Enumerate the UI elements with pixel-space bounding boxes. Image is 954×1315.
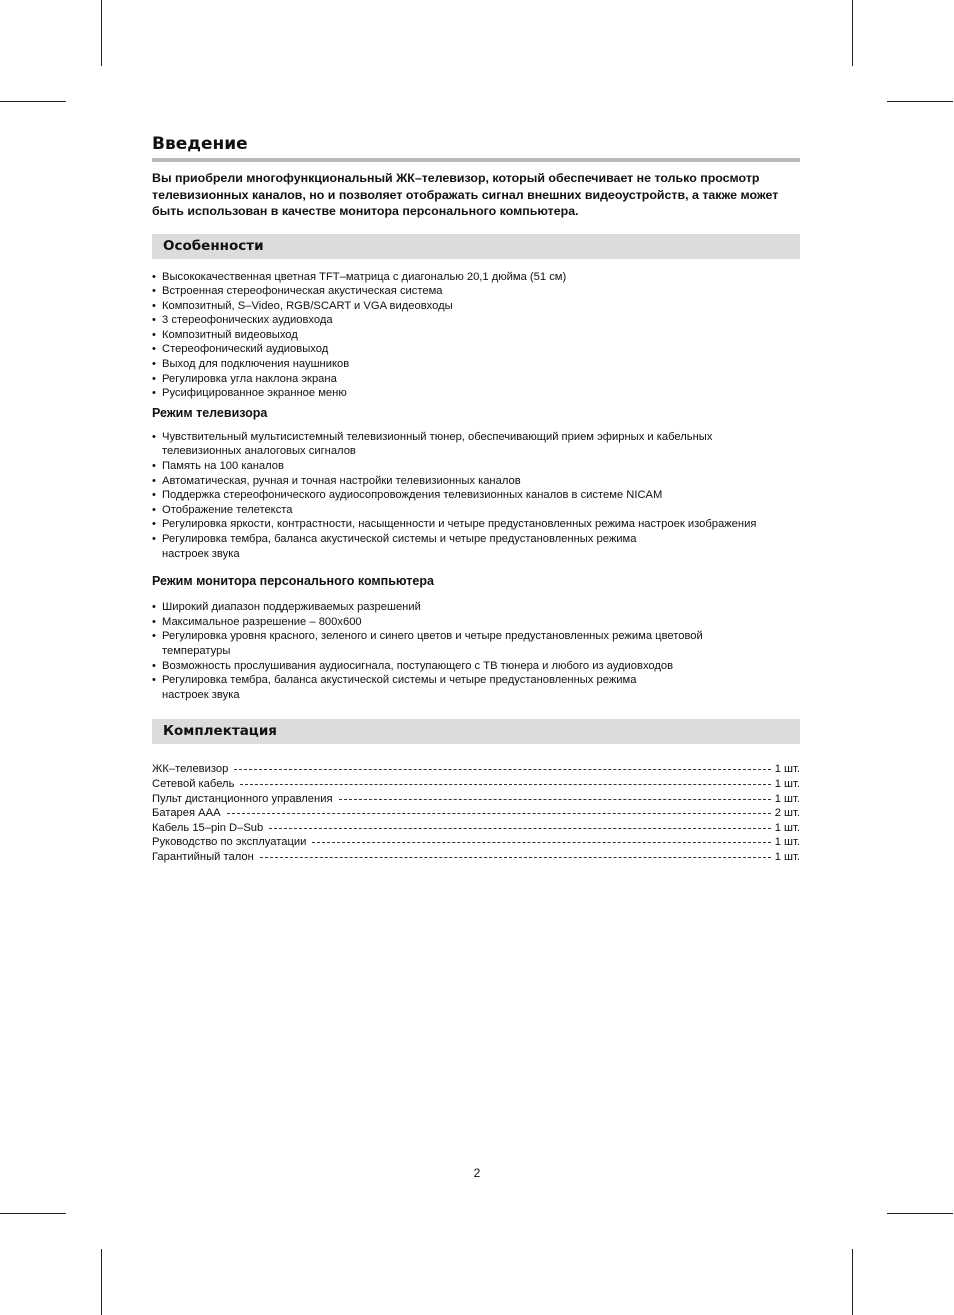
leader-dots <box>260 857 771 858</box>
tv-mode-list <box>152 430 772 561</box>
list-item: • Стереофонический аудиовыход <box>152 342 800 357</box>
package-row <box>152 762 800 777</box>
leader-dots <box>227 813 771 814</box>
list-item: • Максимальное разрешение – 800x600 <box>152 615 772 630</box>
leader-dots <box>269 828 770 829</box>
crop-mark <box>852 0 853 66</box>
list-item: • Высококачественная цветная TFT–матрица с диагональю 20,1 дюйма (51 см) <box>152 270 800 285</box>
list-item: • Чувствительный мультисистемный телевизионный тюнер, обеспечивающий прием эфирных и кабельных телевизионных аналоговых сигналов <box>152 430 772 459</box>
package-item-name: Руководство по эксплуатации <box>152 836 307 849</box>
leader-dots <box>240 784 770 785</box>
leader-dots <box>234 769 770 770</box>
package-row <box>152 792 800 807</box>
package-item-name: ЖК–телевизор <box>152 763 229 776</box>
list-item: • Возможность прослушивания аудиосигнала, поступающего с ТВ тюнера и любого из аудиовходов <box>152 659 772 674</box>
page-number: 2 <box>473 1166 481 1180</box>
crop-mark <box>0 101 66 102</box>
list-item: • Русифицированное экранное меню <box>152 386 800 401</box>
features-heading: Особенности <box>152 234 800 259</box>
package-row <box>152 777 800 792</box>
page-title: Введение <box>152 134 800 162</box>
package-item-qty: 1 шт. <box>774 821 800 834</box>
features-list <box>152 270 800 401</box>
package-heading: Комплектация <box>152 719 800 744</box>
package-item-qty: 2 шт. <box>774 807 800 820</box>
list-item: • Широкий диапазон поддерживаемых разрешений <box>152 600 772 615</box>
crop-mark <box>887 101 953 102</box>
list-item: • Композитный видеовыход <box>152 328 800 343</box>
page-content <box>152 134 800 865</box>
list-item: • Отображение телетекста <box>152 503 772 518</box>
package-row <box>152 850 800 865</box>
crop-mark <box>852 1249 853 1315</box>
list-item: • Выход для подключения наушников <box>152 357 800 372</box>
package-item-qty: 1 шт. <box>774 777 800 790</box>
tv-mode-heading: Режим телевизора <box>152 405 268 420</box>
list-item: • Композитный, S–Video, RGB/SCART и VGA видеовходы <box>152 299 800 314</box>
list-item: • Регулировка угла наклона экрана <box>152 372 800 387</box>
list-item: • 3 стереофонических аудиовхода <box>152 313 800 328</box>
package-row <box>152 806 800 821</box>
intro-paragraph: Вы приобрели многофункциональный ЖК–телевизор, который обеспечивает не только просмотр телевизионных каналов, но и позволяет отображать сигнал внешних видеоустройств, а также может быть использован в качестве монитора персонального компьютера. <box>152 171 779 218</box>
package-row <box>152 821 800 836</box>
list-item: • Регулировка тембра, баланса акустической системы и четыре предустановленных режима настроек звука <box>152 673 642 702</box>
list-item: • Поддержка стереофонического аудиосопровождения телевизионных каналов в системе NICAM <box>152 488 772 503</box>
crop-mark <box>101 0 102 66</box>
leader-dots <box>312 842 770 843</box>
list-item: • Регулировка уровня красного, зеленого и синего цветов и четыре предустановленных режима цветовой температуры <box>152 629 772 658</box>
pc-mode-heading: Режим монитора персонального компьютера <box>152 574 434 589</box>
pc-mode-list <box>152 600 772 702</box>
crop-mark <box>0 1213 66 1214</box>
package-row <box>152 835 800 850</box>
package-item-qty: 1 шт. <box>774 836 800 849</box>
package-item-name: Гарантийный талон <box>152 850 254 863</box>
package-item-name: Кабель 15–pin D–Sub <box>152 821 264 834</box>
package-item-qty: 1 шт. <box>774 763 800 776</box>
list-item: • Автоматическая, ручная и точная настройки телевизионных каналов <box>152 474 772 489</box>
package-item-name: Батарея AAA <box>152 807 221 820</box>
crop-mark <box>101 1249 102 1315</box>
list-item: • Встроенная стереофоническая акустическая система <box>152 284 800 299</box>
crop-mark <box>887 1213 953 1214</box>
leader-dots <box>339 799 771 800</box>
package-item-qty: 1 шт. <box>774 792 800 805</box>
package-item-name: Пульт дистанционного управления <box>152 792 333 805</box>
package-list <box>152 762 800 864</box>
list-item: • Регулировка тембра, баланса акустической системы и четыре предустановленных режима настроек звука <box>152 532 642 561</box>
list-item: • Память на 100 каналов <box>152 459 772 474</box>
list-item: • Регулировка яркости, контрастности, насыщенности и четыре предустановленных режима настроек изображения <box>152 517 772 532</box>
package-item-qty: 1 шт. <box>774 850 800 863</box>
package-item-name: Сетевой кабель <box>152 777 235 790</box>
